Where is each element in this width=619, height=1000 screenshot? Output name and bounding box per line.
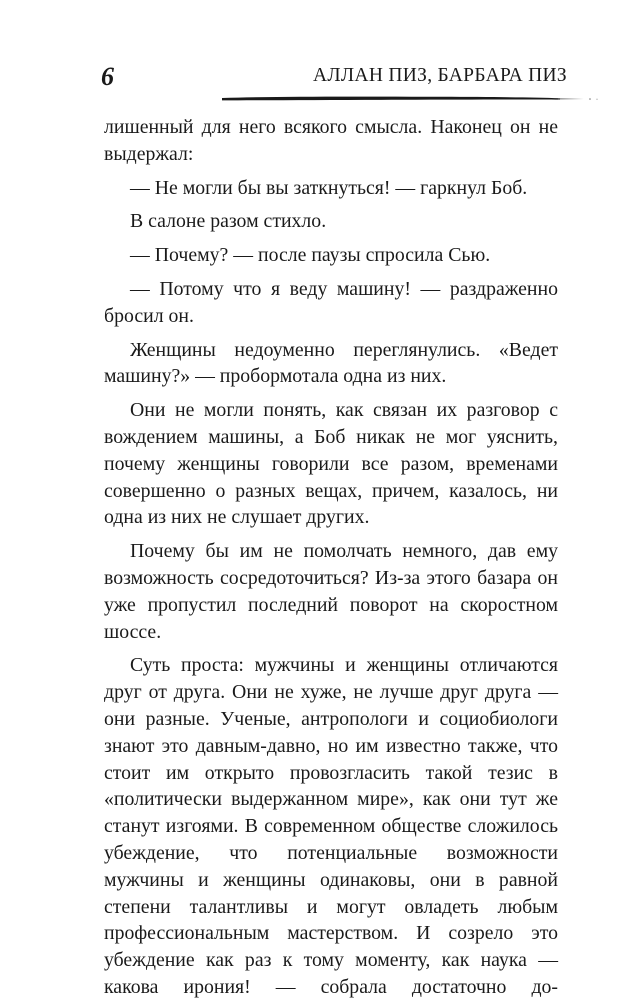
body-text: [104, 114, 558, 1000]
brush-stroke-icon: [222, 94, 602, 102]
paragraph: В салоне разом стихло.: [130, 210, 327, 233]
paragraph: Суть проста: мужчины и женщины отличаются друг от друга. Они не хуже, не лучше друг друга — они разные. Ученые, антропологи и социобиологи знают это давным-давно, но им известно также, что стоит им открыто провозгласить такой тезис в «политически выдержанном мире», как они тут же станут изгоями. В современном обществе сложилось убеждение, что потенциальные возможности мужчины и женщины одинаковы, они в равной степени талантливы и могут овладеть любым профессиональным мастерством. И созрело это убеждение как раз к тому моменту, как наука — какова ирония! — собрала достаточно до-: [104, 654, 558, 998]
paragraph: Почему бы им не помолчать немного, дав ему возможность сосредоточиться? Из-за этого базара он уже пропустил последний поворот на скоростном шоссе.: [104, 540, 558, 643]
paragraph: — Не могли бы вы заткнуться! — гаркнул Боб.: [130, 176, 528, 199]
running-head-authors: АЛЛАН ПИЗ, БАРБАРА ПИЗ: [313, 65, 567, 86]
paragraph: Женщины недоуменно переглянулись. «Ведет машину?» — пробормотала одна из них.: [104, 338, 558, 388]
paragraph: Они не могли понять, как связан их разговор с вождением машины, а Боб никак не мог уяснить, почему женщины говорили все разом, временами совершенно о разных вещах, причем, казалось, ни одна из них не слушает других.: [104, 399, 558, 529]
page-number: 6: [101, 62, 114, 91]
paragraph: — Почему? — после паузы спросила Сью.: [130, 244, 491, 267]
paragraph: лишенный для него всякого смысла. Наконец он не выдержал:: [104, 116, 558, 165]
paragraph: — Потому что я веду машину! — раздраженно бросил он.: [104, 277, 558, 327]
